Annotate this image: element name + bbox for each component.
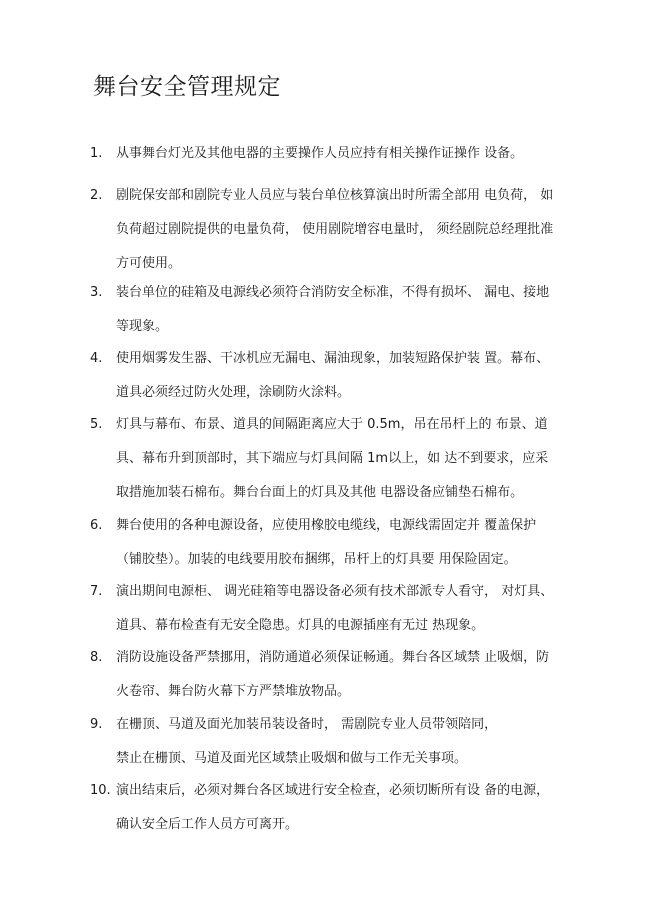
rule-text-line: 装台单位的硅箱及电源线必须符合消防安全标准，不得有损坏、 漏电、接地 <box>116 285 550 300</box>
rule-number: 2. <box>90 188 103 203</box>
rule-text-line: 道具必须经过防火处理，涂刷防火涂料。 <box>116 385 351 400</box>
rule-text-line: 负荷超过剧院提供的电量负荷， 使用剧院增容电量时， 须经剧院总经理批准 <box>116 222 554 237</box>
rule-text-line: 舞台使用的各种电源设备，应使用橡胶电缆线，电源线需固定并 覆盖保护 <box>116 518 537 533</box>
rule-text-line: 消防设施设备严禁挪用，消防通道必须保证畅通。舞台各区域禁 止吸烟，防 <box>116 650 550 665</box>
rule-text-line: 使用烟雾发生器、干冰机应无漏电、漏油现象，加装短路保护装 置。幕布、 <box>116 351 550 366</box>
rule-number: 6. <box>90 518 103 533</box>
rule-number: 8. <box>90 650 103 665</box>
rule-text-line: 道具、幕布检查有无安全隐患。灯具的电源插座有无过 热现象。 <box>116 618 485 633</box>
rule-text-line: 演出结束后，必须对舞台各区域进行安全检查，必须切断所有设 备的电源， <box>116 783 550 798</box>
rule-text-line: 剧院保安部和剧院专业人员应与装台单位核算演出时所需全部用 电负荷， 如 <box>116 188 554 203</box>
rule-number: 1. <box>90 146 103 161</box>
page-title: 舞台安全管理规定 <box>93 74 281 100</box>
rule-number: 10. <box>90 783 111 798</box>
rule-text-line: 演出期间电源柜、 调光硅箱等电器设备必须有技术部派专人看守， 对灯具、 <box>116 584 554 599</box>
rule-text-line: 具、幕布升到顶部时，其下端应与灯具间隔 1m以上，如 达不到要求，应采 <box>116 451 549 466</box>
rule-text-line: 取措施加装石棉布。舞台台面上的灯具及其他 电器设备应铺垫石棉布。 <box>116 485 524 500</box>
rule-number: 5. <box>90 417 103 432</box>
rule-number: 9. <box>90 717 103 732</box>
rule-text-line: 灯具与幕布、布景、道具的间隔距离应大于 0.5m，吊在吊杆上的 布景、道 <box>116 417 548 432</box>
rule-text-line: （铺胶垫）。加装的电线要用胶布捆绑，吊杆上的灯具要 用保险固定。 <box>116 552 517 567</box>
rule-text-line: 方可使用。 <box>116 256 182 271</box>
rule-text-line: 在栅顶、马道及面光加装吊装设备时， 需剧院专业人员带领陪同， <box>116 717 498 732</box>
rule-text-line: 等现象。 <box>116 319 169 334</box>
rule-text-line: 火卷帘、舞台防火幕下方严禁堆放物品。 <box>116 684 351 699</box>
rule-text-line: 禁止在栅顶、马道及面光区域禁止吸烟和做与工作无关事项。 <box>116 751 468 766</box>
rule-number: 3. <box>90 285 103 300</box>
rule-text-line: 确认安全后工作人员方可离开。 <box>116 817 299 832</box>
rule-text-line: 从事舞台灯光及其他电器的主要操作人员应持有相关操作证操作 设备。 <box>116 146 524 161</box>
rule-number: 4. <box>90 351 103 366</box>
rule-number: 7. <box>90 584 103 599</box>
